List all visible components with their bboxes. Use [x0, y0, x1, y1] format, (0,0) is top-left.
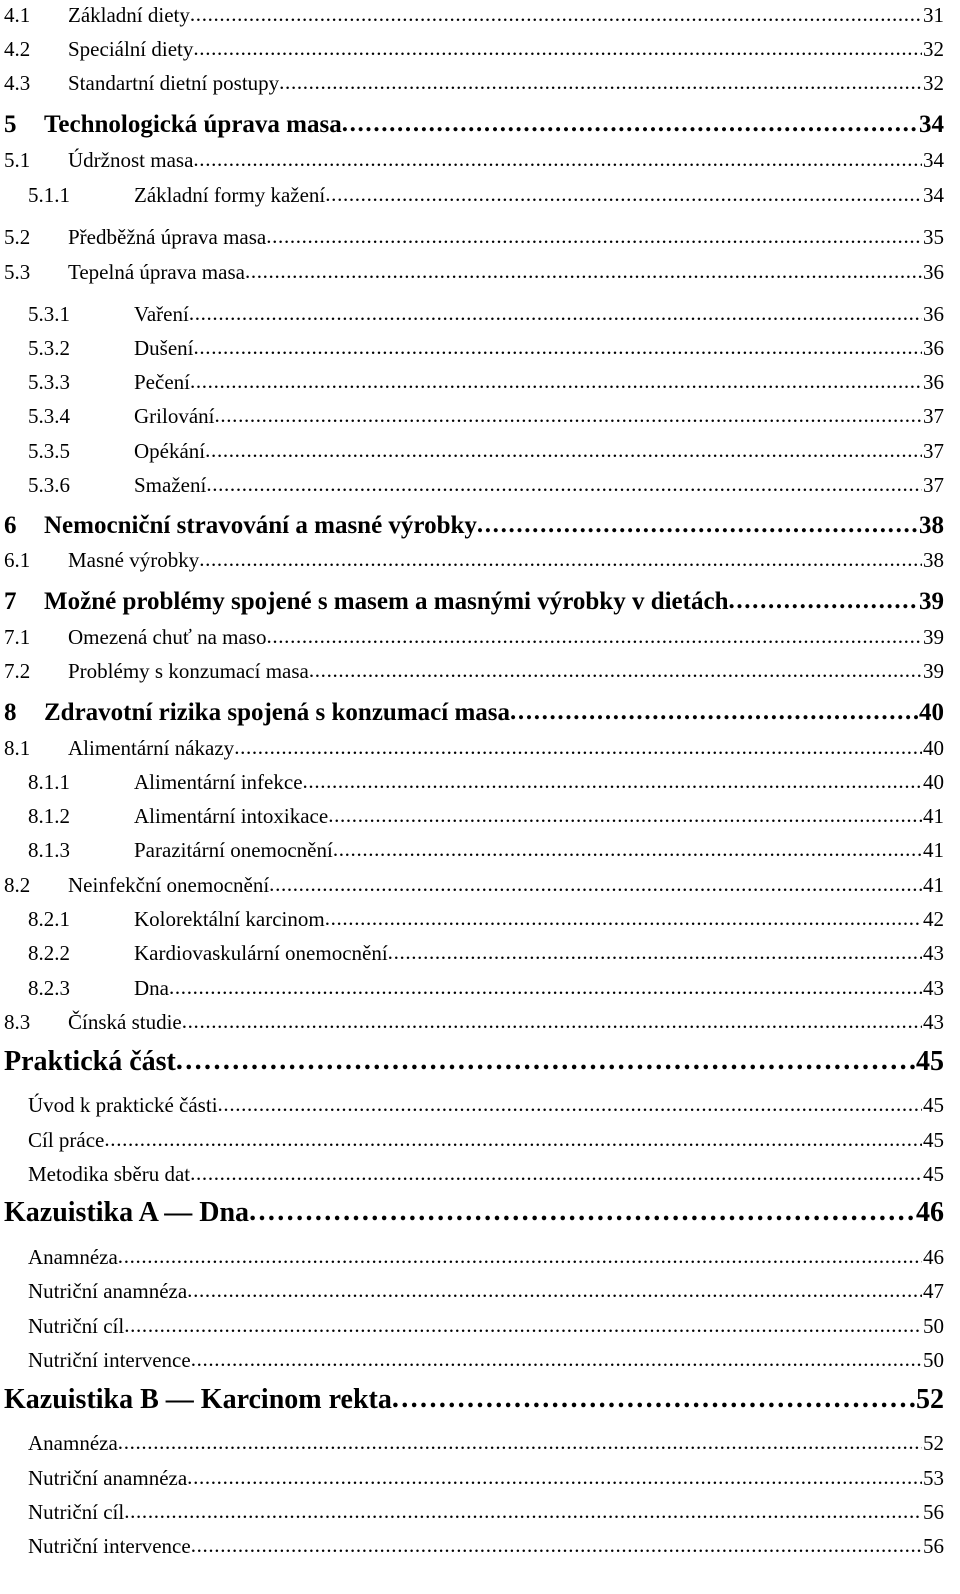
dot-leader	[269, 874, 922, 895]
toc-entry-number: 8	[4, 699, 17, 726]
toc-entry-number: 5.3.1	[28, 302, 70, 326]
toc-entry-page-number: 39	[919, 588, 944, 615]
dot-leader	[190, 1163, 922, 1184]
toc-entry-title: Anamnéza	[28, 1245, 118, 1269]
dot-leader	[510, 699, 918, 724]
toc-entry-number: 6	[4, 512, 17, 539]
toc-entry-page-number: 36	[923, 302, 944, 326]
toc-entry-page-number: 37	[923, 473, 944, 497]
toc-entry[interactable]	[28, 1502, 944, 1523]
toc-entry-page-number: 39	[923, 659, 944, 683]
dot-leader	[309, 660, 922, 681]
toc-entry[interactable]	[28, 441, 944, 462]
toc-entry-page-number: 38	[923, 548, 944, 572]
toc-entry[interactable]	[28, 304, 944, 325]
toc-entry-title: Standartní dietní postupy	[68, 71, 280, 95]
toc-entry-page-number: 56	[923, 1500, 944, 1524]
toc-entry[interactable]	[28, 978, 944, 999]
toc-entry-page-number: 50	[923, 1314, 944, 1338]
toc-entry-page-number: 32	[923, 37, 944, 61]
toc-entry-page-number: 45	[923, 1128, 944, 1152]
toc-entry[interactable]	[28, 1247, 944, 1268]
toc-entry-page-number: 31	[923, 3, 944, 27]
dot-leader	[205, 440, 922, 461]
toc-entry-title: Praktická část	[4, 1046, 176, 1077]
dot-leader	[191, 1535, 922, 1556]
dot-leader	[182, 1011, 922, 1032]
toc-entry-number: 8.1.3	[28, 838, 70, 862]
toc-entry[interactable]	[4, 5, 944, 26]
toc-entry-title: Nutriční cíl	[28, 1500, 125, 1524]
dot-leader	[325, 184, 922, 205]
toc-entry[interactable]	[4, 112, 944, 137]
toc-entry-page-number: 34	[923, 148, 944, 172]
dot-leader	[193, 38, 922, 59]
toc-entry-title: Kardiovaskulární onemocnění	[134, 941, 388, 965]
toc-entry[interactable]	[28, 185, 944, 206]
toc-entry[interactable]	[4, 550, 944, 571]
toc-entry-page-number: 47	[923, 1279, 944, 1303]
dot-leader	[234, 737, 922, 758]
toc-entry-title: Nutriční intervence	[28, 1534, 191, 1558]
toc-entry-page-number: 43	[923, 976, 944, 1000]
toc-entry[interactable]	[28, 840, 944, 861]
dot-leader	[303, 771, 922, 792]
toc-entry-number: 8.2	[4, 873, 31, 897]
dot-leader	[190, 4, 922, 25]
toc-entry[interactable]	[28, 406, 944, 427]
toc-entry-page-number: 46	[923, 1245, 944, 1269]
dot-leader	[728, 588, 918, 613]
dot-leader	[214, 405, 922, 426]
toc-entry[interactable]	[4, 627, 944, 648]
dot-leader	[169, 977, 922, 998]
toc-entry[interactable]	[4, 39, 944, 60]
toc-entry[interactable]	[4, 227, 944, 248]
toc-entry-title: Kazuistika B — Karcinom rekta	[4, 1384, 392, 1415]
toc-entry-number: 5.3.5	[28, 439, 70, 463]
dot-leader	[187, 1280, 922, 1301]
toc-entry-number: 7.2	[4, 659, 31, 683]
toc-entry[interactable]	[28, 1095, 944, 1116]
toc-entry[interactable]	[4, 73, 944, 94]
toc-entry-page-number: 37	[923, 439, 944, 463]
toc-entry-title: Kolorektální karcinom	[134, 907, 325, 931]
toc-entry-number: 8.2.3	[28, 976, 70, 1000]
toc-entry-title: Metodika sběru dat	[28, 1162, 191, 1186]
toc-entry-title: Tepelná úprava masa	[68, 260, 245, 284]
toc-entry-number: 7	[4, 588, 17, 615]
toc-entry-number: 5.1	[4, 148, 31, 172]
toc-entry-page-number: 36	[923, 370, 944, 394]
dot-leader	[218, 1094, 922, 1115]
toc-entry-title: Smažení	[134, 473, 207, 497]
toc-entry-page-number: 45	[923, 1162, 944, 1186]
toc-entry-number: 5	[4, 111, 17, 138]
toc-entry-page-number: 42	[923, 907, 944, 931]
dot-leader	[392, 1385, 915, 1413]
toc-entry-title: Speciální diety	[68, 37, 194, 61]
toc-entry-number: 8.1.2	[28, 804, 70, 828]
toc-entry-title: Nutriční anamnéza	[28, 1279, 188, 1303]
toc-entry-title: Nutriční anamnéza	[28, 1466, 188, 1490]
toc-entry-title: Problémy s konzumací masa	[68, 659, 309, 683]
dot-leader	[190, 371, 922, 392]
toc-entry-page-number: 46	[916, 1197, 944, 1228]
toc-entry-page-number: 36	[923, 260, 944, 284]
toc-entry[interactable]	[28, 1536, 944, 1557]
dot-leader	[325, 908, 922, 929]
toc-entry[interactable]	[28, 1468, 944, 1489]
toc-entry-title: Technologická úprava masa	[44, 111, 342, 138]
toc-entry-title: Předběžná úprava masa	[68, 225, 267, 249]
toc-entry-title: Nemocniční stravování a masné výrobky	[44, 512, 477, 539]
dot-leader	[193, 149, 922, 170]
dot-leader	[333, 839, 922, 860]
toc-entry[interactable]	[28, 372, 944, 393]
toc-entry-page-number: 53	[923, 1466, 944, 1490]
toc-entry-page-number: 41	[923, 873, 944, 897]
dot-leader	[249, 1198, 915, 1226]
toc-entry-title: Zdravotní rizika spojená s konzumací masa	[44, 699, 511, 726]
toc-entry-number: 8.2.1	[28, 907, 70, 931]
dot-leader	[342, 111, 918, 136]
toc-entry-number: 8.2.2	[28, 941, 70, 965]
dot-leader	[124, 1501, 922, 1522]
toc-entry-page-number: 41	[923, 804, 944, 828]
toc-entry-title: Alimentární infekce	[134, 770, 303, 794]
toc-entry-page-number: 56	[923, 1534, 944, 1558]
toc-entry-page-number: 40	[923, 736, 944, 760]
dot-leader	[328, 805, 922, 826]
toc-entry[interactable]	[4, 513, 944, 538]
toc-entry-title: Vaření	[134, 302, 189, 326]
toc-entry-number: 5.3.6	[28, 473, 70, 497]
toc-entry-page-number: 45	[923, 1093, 944, 1117]
toc-entry-title: Nutriční cíl	[28, 1314, 125, 1338]
dot-leader	[118, 1432, 922, 1453]
toc-entry-number: 8.3	[4, 1010, 31, 1034]
toc-entry[interactable]	[4, 1048, 944, 1076]
toc-entry-page-number: 50	[923, 1348, 944, 1372]
toc-entry-number: 8.1.1	[28, 770, 70, 794]
toc-entry-title: Kazuistika A — Dna	[4, 1197, 250, 1228]
toc-entry-number: 5.2	[4, 225, 31, 249]
toc-entry[interactable]	[28, 772, 944, 793]
dot-leader	[266, 626, 922, 647]
toc-entry[interactable]	[28, 1164, 944, 1185]
toc-entry-number: 5.3.4	[28, 404, 70, 428]
dot-leader	[266, 226, 922, 247]
dot-leader	[191, 1349, 922, 1370]
toc-entry[interactable]	[4, 1386, 944, 1414]
toc-entry-title: Opékání	[134, 439, 206, 463]
toc-entry-page-number: 38	[919, 512, 944, 539]
toc-entry-page-number: 32	[923, 71, 944, 95]
toc-entry-page-number: 39	[923, 625, 944, 649]
toc-entry-title: Základní formy kažení	[134, 183, 326, 207]
toc-entry[interactable]	[28, 1433, 944, 1454]
toc-entry[interactable]	[28, 1281, 944, 1302]
toc-entry-title: Omezená chuť na maso	[68, 625, 267, 649]
toc-entry-page-number: 37	[923, 404, 944, 428]
toc-entry-title: Masné výrobky	[68, 548, 200, 572]
dot-leader	[477, 512, 918, 537]
toc-entry-number: 5.3.2	[28, 336, 70, 360]
toc-entry-page-number: 40	[919, 699, 944, 726]
toc-entry-title: Grilování	[134, 404, 215, 428]
toc-entry-page-number: 34	[919, 111, 944, 138]
toc-entry-number: 4.1	[4, 3, 31, 27]
toc-entry-page-number: 43	[923, 941, 944, 965]
toc-entry-number: 7.1	[4, 625, 31, 649]
toc-entry-title: Nutriční intervence	[28, 1348, 191, 1372]
toc-entry[interactable]	[4, 700, 944, 725]
toc-entry-title: Alimentární intoxikace	[134, 804, 329, 828]
toc-entry-page-number: 34	[923, 183, 944, 207]
toc-entry[interactable]	[28, 1316, 944, 1337]
dot-leader	[189, 303, 922, 324]
toc-entry-title: Parazitární onemocnění	[134, 838, 333, 862]
toc-entry-number: 8.1	[4, 736, 31, 760]
toc-entry-title: Dna	[134, 976, 169, 1000]
toc-entry-title: Alimentární nákazy	[68, 736, 235, 760]
toc-entry-number: 4.2	[4, 37, 31, 61]
toc-entry[interactable]	[28, 806, 944, 827]
toc-entry-page-number: 43	[923, 1010, 944, 1034]
dot-leader	[206, 474, 922, 495]
toc-entry-title: Dušení	[134, 336, 194, 360]
toc-entry-page-number: 52	[916, 1384, 944, 1415]
dot-leader	[388, 942, 922, 963]
toc-entry-page-number: 36	[923, 336, 944, 360]
dot-leader	[104, 1129, 922, 1150]
toc-entry[interactable]	[4, 150, 944, 171]
toc-entry-title: Neinfekční onemocnění	[68, 873, 270, 897]
toc-entry-number: 6.1	[4, 548, 31, 572]
dot-leader	[118, 1246, 922, 1267]
toc-entry[interactable]	[4, 1199, 944, 1227]
dot-leader	[187, 1467, 922, 1488]
toc-entry-title: Základní diety	[68, 3, 190, 27]
toc-entry-number: 5.3.3	[28, 370, 70, 394]
toc-entry-title: Čínská studie	[68, 1010, 182, 1034]
toc-entry-page-number: 41	[923, 838, 944, 862]
toc-entry[interactable]	[28, 1130, 944, 1151]
toc-entry[interactable]	[28, 338, 944, 359]
toc-entry[interactable]	[28, 943, 944, 964]
toc-entry-number: 5.1.1	[28, 183, 70, 207]
toc-entry[interactable]	[4, 875, 944, 896]
toc-entry-title: Anamnéza	[28, 1431, 118, 1455]
toc-entry[interactable]	[28, 909, 944, 930]
toc-entry[interactable]	[4, 589, 944, 614]
toc-entry-number: 5.3	[4, 260, 31, 284]
dot-leader	[194, 337, 923, 358]
toc-entry[interactable]	[4, 738, 944, 759]
toc-entry[interactable]	[4, 661, 944, 682]
dot-leader	[199, 549, 922, 570]
toc-entry-page-number: 35	[923, 225, 944, 249]
toc-entry-page-number: 45	[916, 1046, 944, 1077]
toc-entry-title: Pečení	[134, 370, 190, 394]
toc-entry-title: Možné problémy spojené s masem a masnými výrobky v dietách	[44, 588, 729, 615]
toc-entry-title: Údržnost masa	[68, 148, 194, 172]
toc-entry-title: Cíl práce	[28, 1128, 105, 1152]
toc-entry-title: Úvod k praktické části	[28, 1093, 218, 1117]
toc-entry-number: 4.3	[4, 71, 31, 95]
dot-leader	[124, 1315, 922, 1336]
toc-entry[interactable]	[28, 1350, 944, 1371]
toc-entry-page-number: 40	[923, 770, 944, 794]
dot-leader	[279, 72, 922, 93]
toc-entry[interactable]	[28, 475, 944, 496]
dot-leader	[176, 1047, 915, 1075]
toc-entry[interactable]	[4, 1012, 944, 1033]
dot-leader	[245, 261, 922, 282]
toc-entry-page-number: 52	[923, 1431, 944, 1455]
toc-entry[interactable]	[4, 262, 944, 283]
